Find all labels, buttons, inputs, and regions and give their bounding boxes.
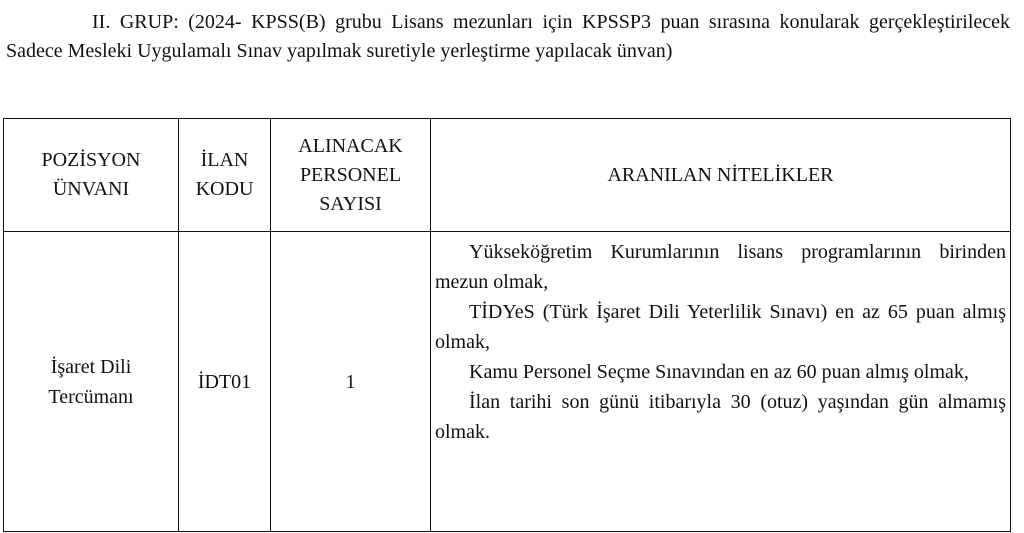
header-code-line-2: KODU <box>195 178 254 200</box>
cell-listing-code: İDT01 <box>179 232 271 532</box>
qualification-item: İlan tarihi son günü itibarıyla 30 (otuz) yaşından gün almamış olmak. <box>435 391 1006 443</box>
qualification-item: TİDYeS (Türk İşaret Dili Yeterlilik Sınavı) en az 65 puan almış olmak, <box>435 301 1006 353</box>
header-count-line-2: PERSONEL <box>299 163 402 186</box>
qualification-item: Yükseköğretim Kurumlarının lisans programlarının birinden mezun olmak, <box>435 241 1006 293</box>
header-listing-code <box>179 119 271 232</box>
header-position-title <box>4 119 179 232</box>
position-title-line-1: İşaret Dili <box>50 355 132 378</box>
header-qualifications: ARANILAN NİTELİKLER <box>431 119 1011 232</box>
cell-position-title <box>4 232 179 532</box>
group-description: II. GRUP: (2024- KPSS(B) grubu Lisans mezunları için KPSSP3 puan sırasına konularak gerçekleştirilecek Sadece Mesleki Uygulamalı Sınav yapılmak suretiyle yerleştirme yapılacak ünvan) <box>6 11 1010 62</box>
table-header-row <box>4 119 1011 232</box>
header-count-line-3: SAYISI <box>319 192 382 215</box>
header-position-line-1: POZİSYON <box>41 149 141 171</box>
table-row <box>4 232 1011 532</box>
positions-table <box>3 118 1011 532</box>
header-personnel-count <box>271 119 431 232</box>
cell-qualifications <box>431 232 1011 532</box>
header-position-line-2: ÜNVANI <box>52 178 130 200</box>
header-code-line-1: İLAN <box>200 149 249 171</box>
header-count-line-1: ALINACAK <box>298 134 403 157</box>
cell-personnel-count: 1 <box>271 232 431 532</box>
position-title-line-2: Tercümanı <box>48 385 134 408</box>
qualification-item: Kamu Personel Seçme Sınavından en az 60 puan almış olmak, <box>469 361 969 383</box>
